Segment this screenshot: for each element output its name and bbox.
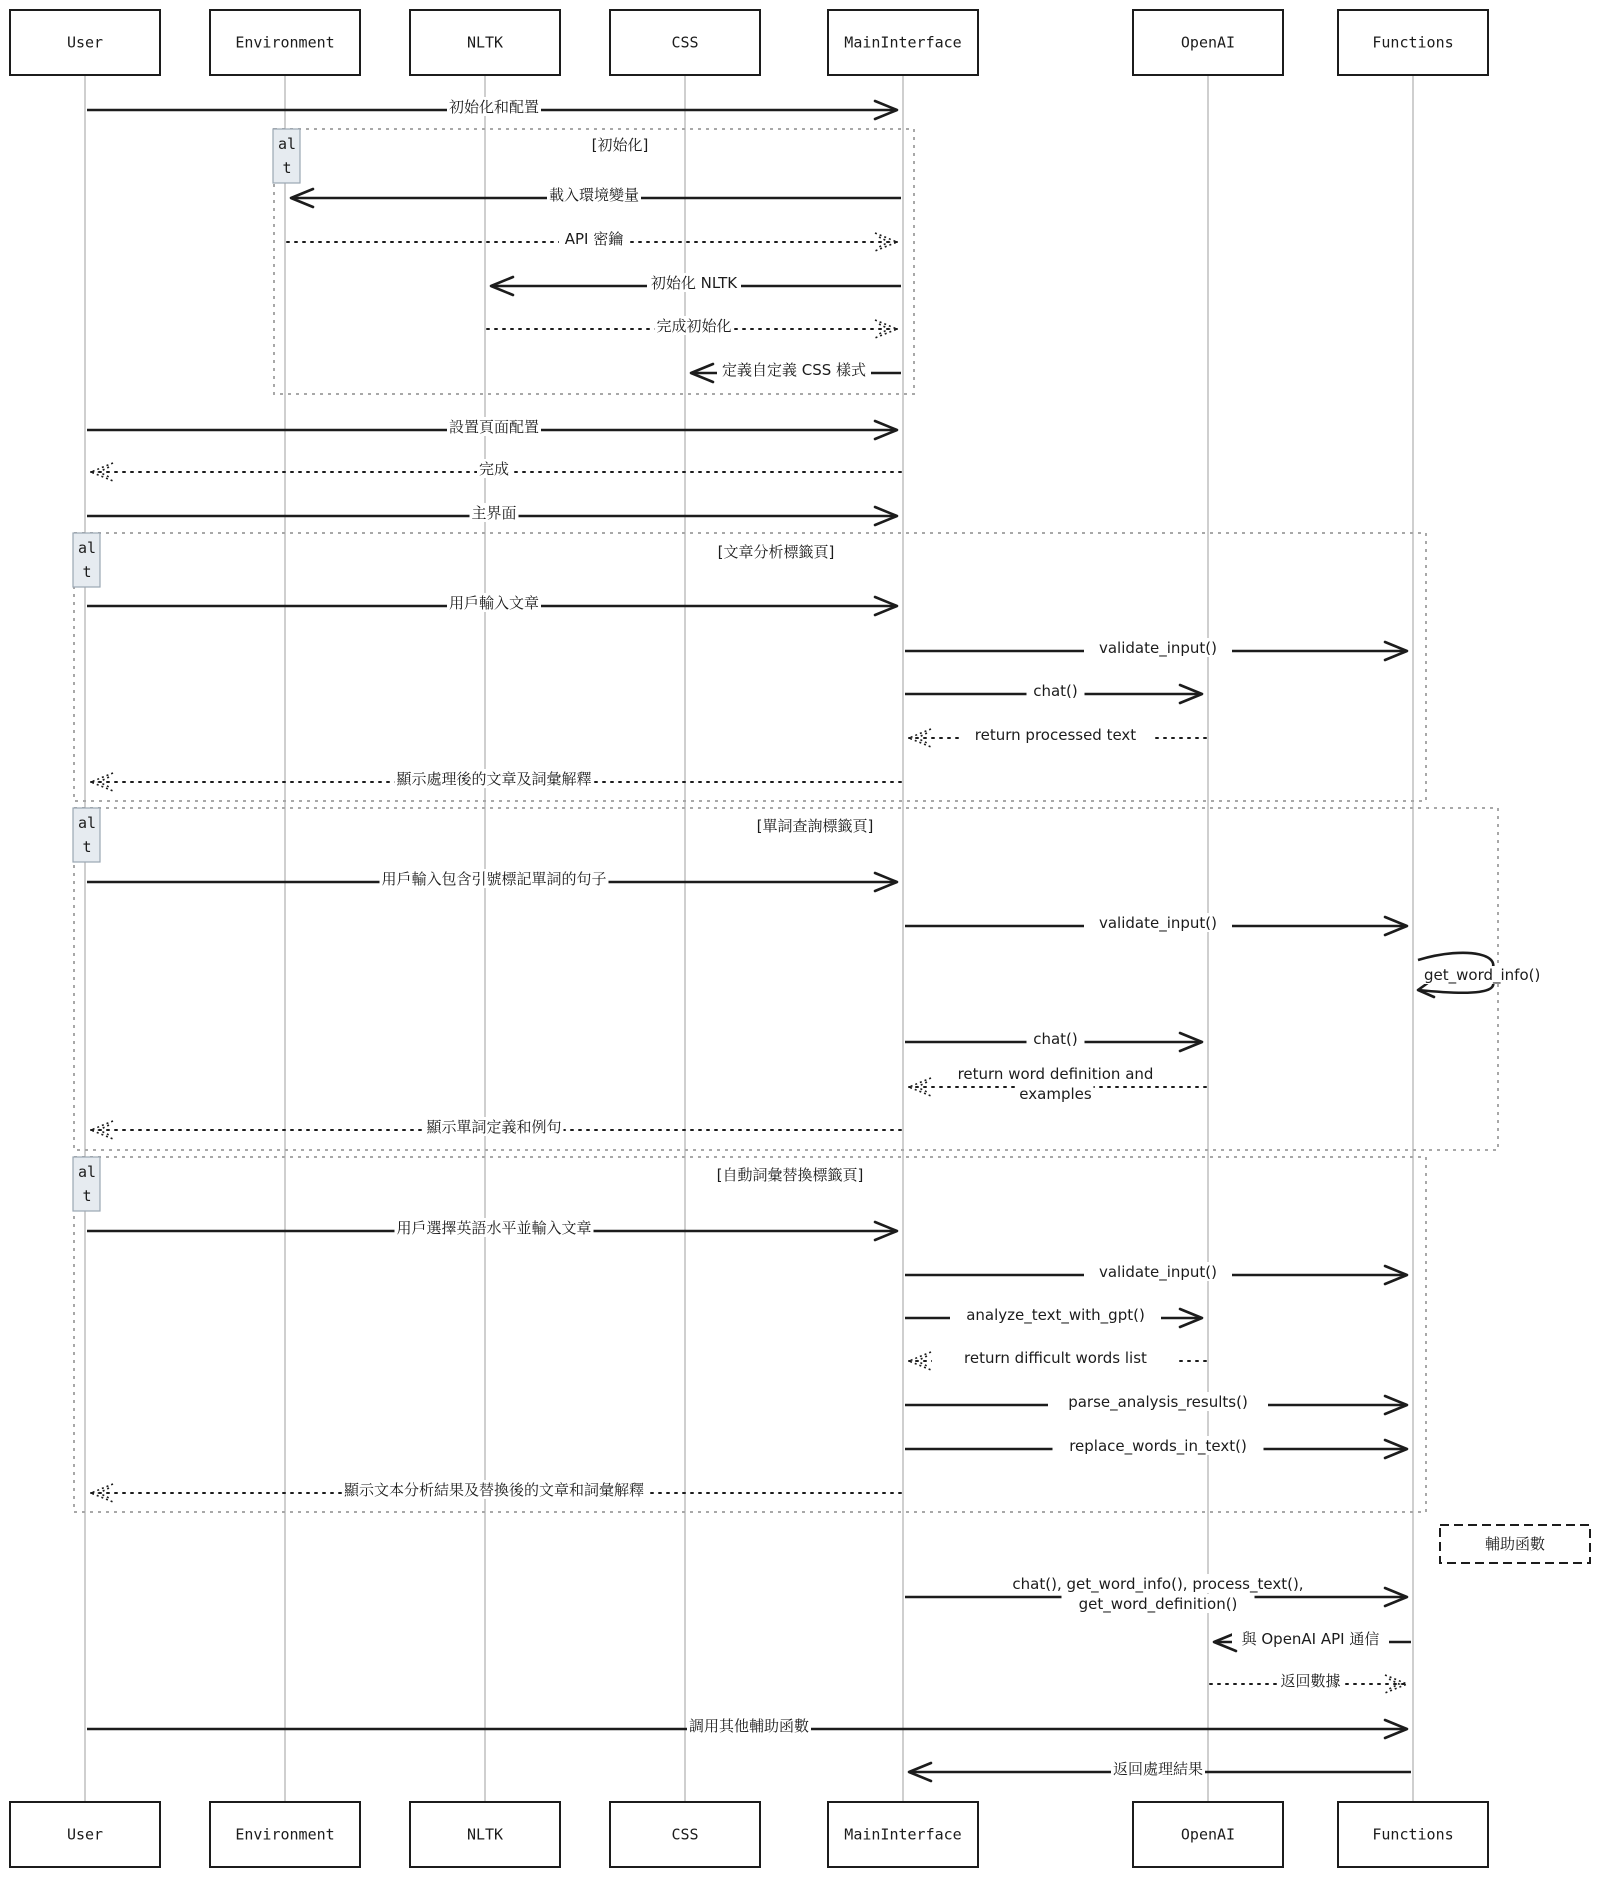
message-label: chat() <box>1033 1030 1078 1048</box>
message-3 <box>287 229 897 251</box>
message-label: return word definition and <box>957 1065 1154 1083</box>
message-label: 調用其他輔助函數 <box>688 1717 810 1735</box>
message-11 <box>905 638 1407 660</box>
message-4 <box>491 273 901 295</box>
actor-label: Functions <box>1372 33 1454 52</box>
message-label: 載入環境變量 <box>548 186 640 204</box>
message-label: 初始化和配置 <box>448 98 540 116</box>
message-18 <box>905 1029 1202 1051</box>
actor-label: User <box>66 1825 104 1844</box>
message-label: 顯示文本分析結果及替換後的文章和詞彙解釋 <box>343 1481 645 1499</box>
message-label: analyze_text_with_gpt() <box>966 1306 1145 1324</box>
message-label: get_word_info() <box>1424 966 1541 984</box>
actor-label: OpenAI <box>1180 33 1236 52</box>
message-label: return processed text <box>974 726 1137 744</box>
message-27 <box>91 1480 901 1502</box>
message-label: API 密鑰 <box>564 230 624 248</box>
message-label: examples <box>1019 1085 1092 1103</box>
message-7 <box>87 417 897 439</box>
message-26 <box>905 1436 1407 1458</box>
alt-operator-label-1: al <box>277 135 297 153</box>
actor-main-top <box>828 10 978 75</box>
message-5 <box>487 316 897 338</box>
frame-alt-replace <box>73 1157 1426 1512</box>
message-1 <box>87 97 897 119</box>
message-15 <box>87 869 897 891</box>
alt-operator-label-2: t <box>82 563 92 581</box>
alt-operator-label-2: t <box>282 159 292 177</box>
message-label: 用戶選擇英語水平並輸入文章 <box>396 1219 592 1237</box>
note-text: 輔助函數 <box>1484 1535 1546 1553</box>
frame-alt-article <box>73 533 1426 801</box>
actor-openai-top <box>1133 10 1283 75</box>
frame-alt-word <box>73 808 1498 1150</box>
message-label: 用戶輸入包含引號標記單詞的句子 <box>381 870 607 888</box>
message-32 <box>909 1759 1411 1781</box>
message-17 <box>1418 953 1562 997</box>
frame-border <box>74 808 1498 1150</box>
message-14 <box>91 769 901 791</box>
actor-label: CSS <box>671 33 699 52</box>
frame-title: [單詞查詢標籤頁] <box>756 817 874 835</box>
alt-operator-label-2: t <box>82 1187 92 1205</box>
actor-label: User <box>66 33 104 52</box>
alt-operator-label-1: al <box>77 539 97 557</box>
message-8 <box>91 459 901 481</box>
frame-title: [自動詞彙替換標籤頁] <box>716 1166 864 1184</box>
message-label: validate_input() <box>1098 639 1218 657</box>
actor-css-top <box>610 10 760 75</box>
alt-operator-label-1: al <box>77 814 97 832</box>
actor-user-bottom <box>10 1802 160 1867</box>
frame-title: [初始化] <box>591 136 649 154</box>
message-label: 顯示處理後的文章及詞彙解釋 <box>396 770 592 788</box>
actor-func-bottom <box>1338 1802 1488 1867</box>
message-label: 設置頁面配置 <box>448 418 540 436</box>
frame-alt-init <box>273 129 914 394</box>
message-28 <box>905 1574 1407 1614</box>
actor-func-top <box>1338 10 1488 75</box>
message-label: validate_input() <box>1098 914 1218 932</box>
message-label: parse_analysis_results() <box>1068 1393 1248 1411</box>
arrow-head <box>909 729 931 747</box>
frame-border <box>74 533 1426 801</box>
actor-env-top <box>210 10 360 75</box>
actor-label: MainInterface <box>844 1825 962 1844</box>
message-label: 初始化 NLTK <box>650 274 738 292</box>
message-2 <box>291 185 901 207</box>
actor-label: OpenAI <box>1180 1825 1236 1844</box>
actor-user-top <box>10 10 160 75</box>
actor-env-bottom <box>210 1802 360 1867</box>
message-23 <box>905 1305 1202 1327</box>
message-label: return difficult words list <box>964 1349 1147 1367</box>
actor-label: Environment <box>235 33 335 52</box>
frame-border <box>274 129 914 394</box>
message-6 <box>691 360 901 382</box>
actor-nltk-bottom <box>410 1802 560 1867</box>
message-21 <box>87 1218 897 1240</box>
message-24 <box>909 1348 1206 1370</box>
message-30 <box>1210 1671 1407 1693</box>
actor-label: MainInterface <box>844 33 962 52</box>
actor-openai-bottom <box>1133 1802 1283 1867</box>
actor-nltk-top <box>410 10 560 75</box>
message-label: 完成 <box>478 460 510 478</box>
alt-operator-label-1: al <box>77 1163 97 1181</box>
message-label: 與 OpenAI API 通信 <box>1241 1630 1380 1648</box>
message-label: 定義自定義 CSS 樣式 <box>721 361 867 379</box>
message-label: chat(), get_word_info(), process_text(), <box>1012 1575 1304 1593</box>
arrow-head <box>909 1352 931 1370</box>
actor-css-bottom <box>610 1802 760 1867</box>
message-label: 返回數據 <box>1280 1672 1341 1690</box>
message-label: replace_words_in_text() <box>1069 1437 1247 1455</box>
alt-operator-label-2: t <box>82 838 92 856</box>
message-label: chat() <box>1033 682 1078 700</box>
message-22 <box>905 1262 1407 1284</box>
message-label: validate_input() <box>1098 1263 1218 1281</box>
message-29 <box>1214 1629 1411 1651</box>
message-19 <box>909 1064 1206 1103</box>
message-10 <box>87 593 897 615</box>
message-13 <box>909 725 1206 747</box>
frame-border <box>74 1157 1426 1512</box>
message-20 <box>91 1117 901 1139</box>
actor-label: CSS <box>671 1825 699 1844</box>
actor-label: Environment <box>235 1825 335 1844</box>
message-label: get_word_definition() <box>1078 1595 1238 1613</box>
message-16 <box>905 913 1407 935</box>
message-label: 主界面 <box>471 504 517 522</box>
actor-label: NLTK <box>466 33 504 52</box>
note-helper-functions <box>1440 1525 1590 1563</box>
message-label: 返回處理結果 <box>1112 1760 1204 1778</box>
actor-label: NLTK <box>466 1825 504 1844</box>
actor-label: Functions <box>1372 1825 1454 1844</box>
message-label: 顯示單詞定義和例句 <box>426 1118 562 1136</box>
message-12 <box>905 681 1202 703</box>
frame-title: [文章分析標籤頁] <box>717 543 835 561</box>
message-label: 用戶輸入文章 <box>448 594 540 612</box>
message-label: 完成初始化 <box>656 317 732 335</box>
message-9 <box>87 503 897 525</box>
actor-main-bottom <box>828 1802 978 1867</box>
message-25 <box>905 1392 1407 1414</box>
arrow-head <box>909 1078 931 1096</box>
